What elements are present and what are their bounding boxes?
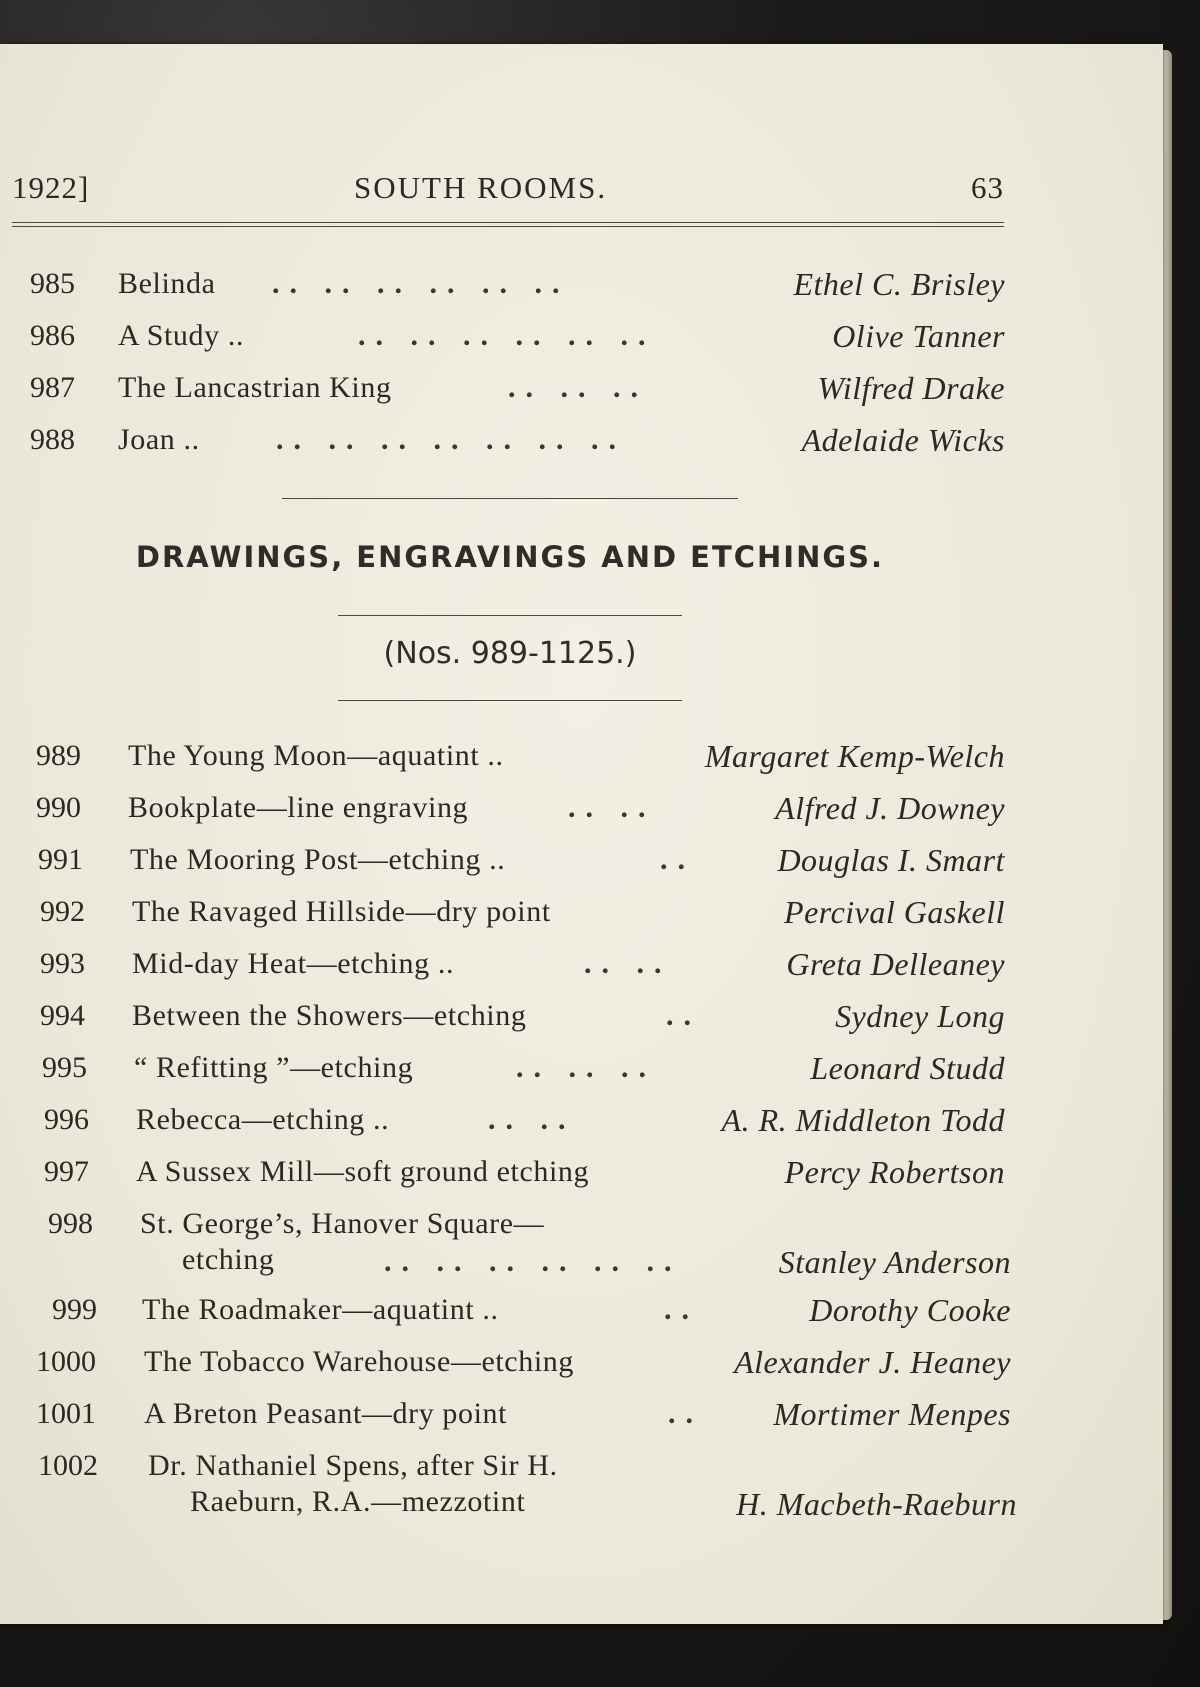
header-double-rule: [12, 222, 1004, 227]
leader-dots: ..: [666, 999, 701, 1032]
leader-dots: .. .. ..: [516, 1051, 656, 1084]
entry-number: 996: [44, 1103, 89, 1136]
entry-title: A Sussex Mill—soft ground etching: [136, 1155, 590, 1188]
page-number: 63: [971, 170, 1004, 205]
entry-title: The Lancastrian King: [118, 371, 392, 404]
entry-number: 992: [40, 895, 85, 928]
running-head: [12, 170, 1004, 216]
entry-artist: H. Macbeth-Raeburn: [736, 1486, 1017, 1522]
catalogue-entry: [0, 1388, 1163, 1440]
entry-number: 991: [38, 843, 83, 876]
leader-dots: .. ..: [568, 791, 656, 824]
leader-dots: .. .. .. .. .. ..: [384, 1245, 682, 1278]
catalogue-entry: [0, 1146, 1163, 1198]
catalogue-entry: [0, 1284, 1163, 1336]
entry-title: The Mooring Post—etching ..: [130, 843, 506, 876]
entries-bottom: [0, 730, 1163, 1526]
catalogue-entry: [0, 1042, 1163, 1094]
entry-artist: Margaret Kemp-Welch: [704, 738, 1005, 774]
running-head-title: SOUTH ROOMS.: [354, 170, 608, 205]
entry-number: 990: [36, 791, 81, 824]
entry-artist: Greta Delleaney: [786, 946, 1005, 982]
catalogue-entry: [0, 782, 1163, 834]
leader-dots: ..: [668, 1397, 703, 1430]
catalogue-entry: [0, 886, 1163, 938]
entry-number: 998: [48, 1207, 93, 1240]
entry-artist: Leonard Studd: [810, 1050, 1005, 1086]
entry-title: Between the Showers—etching: [132, 999, 527, 1032]
entry-title: A Study ..: [118, 319, 245, 352]
section-rule: [338, 615, 682, 616]
leader-dots: .. .. .. .. .. ..: [358, 319, 656, 352]
entry-title-line-1: St. George’s, Hanover Square—: [140, 1207, 545, 1240]
section-rule: [282, 498, 738, 499]
catalogue-entry: [0, 414, 1163, 466]
leader-dots: ..: [660, 843, 695, 876]
entry-title: The Young Moon—aquatint ..: [128, 739, 504, 772]
catalogue-entry: [0, 1094, 1163, 1146]
catalogue-entry: [0, 730, 1163, 782]
entry-title: Bookplate—line engraving: [128, 791, 469, 824]
leader-dots: .. .. ..: [508, 371, 648, 404]
entry-title: A Breton Peasant—dry point: [144, 1397, 508, 1430]
catalogue-entry: [0, 1198, 1163, 1284]
entry-artist: Adelaide Wicks: [801, 422, 1005, 458]
catalogue-entry: [0, 834, 1163, 886]
entry-number: 1000: [36, 1345, 96, 1378]
entry-title: Rebecca—etching ..: [136, 1103, 390, 1136]
catalogue-entry: [0, 362, 1163, 414]
entry-number: 987: [30, 371, 75, 404]
catalogue-entry: [0, 990, 1163, 1042]
entry-title: The Ravaged Hillside—dry point: [132, 895, 551, 928]
entry-title-line-2: etching: [182, 1243, 275, 1276]
entry-title: “ Refitting ”—etching: [134, 1051, 414, 1084]
catalogue-entry: [0, 938, 1163, 990]
entry-artist: Sydney Long: [835, 998, 1005, 1034]
leader-dots: .. ..: [488, 1103, 576, 1136]
leader-dots: .. ..: [584, 947, 672, 980]
entry-title: The Tobacco Warehouse—etching: [144, 1345, 574, 1378]
entry-artist: Douglas I. Smart: [777, 842, 1005, 878]
entry-artist: Olive Tanner: [832, 318, 1005, 354]
entry-artist: Alexander J. Heaney: [734, 1344, 1011, 1380]
entry-number: 995: [42, 1051, 87, 1084]
entry-artist: Mortimer Menpes: [773, 1396, 1011, 1432]
catalogue-entry: [0, 258, 1163, 310]
entry-number: 989: [36, 739, 81, 772]
section-range: (Nos. 989-1125.): [383, 636, 637, 671]
entry-number: 993: [40, 947, 85, 980]
entry-title-line-1: Dr. Nathaniel Spens, after Sir H.: [148, 1449, 558, 1482]
running-head-year: 1922]: [12, 170, 90, 205]
entries-top: [0, 258, 1163, 466]
entry-artist: Ethel C. Brisley: [793, 266, 1005, 302]
section-rule: [338, 700, 682, 701]
entry-number: 985: [30, 267, 75, 300]
entry-number: 997: [44, 1155, 89, 1188]
entry-title-line-2: Raeburn, R.A.—mezzotint: [190, 1485, 526, 1518]
entry-artist: Wilfred Drake: [817, 370, 1005, 406]
catalogue-entry: [0, 310, 1163, 362]
entry-number: 999: [52, 1293, 97, 1326]
entry-artist: Percy Robertson: [784, 1154, 1005, 1190]
entry-number: 1002: [38, 1449, 98, 1482]
entry-number: 994: [40, 999, 85, 1032]
entry-title: Mid-day Heat—etching ..: [132, 947, 455, 980]
entry-artist: Percival Gaskell: [784, 894, 1005, 930]
catalogue-entry: [0, 1440, 1163, 1526]
leader-dots: .. .. .. .. .. .. ..: [276, 423, 626, 456]
entry-number: 988: [30, 423, 75, 456]
entry-artist: Dorothy Cooke: [809, 1292, 1011, 1328]
entry-title: Joan ..: [118, 423, 200, 456]
catalogue-entry: [0, 1336, 1163, 1388]
entry-number: 986: [30, 319, 75, 352]
entry-artist: Stanley Anderson: [778, 1244, 1011, 1280]
entry-title: Belinda: [118, 267, 216, 300]
entry-title: The Roadmaker—aquatint ..: [142, 1293, 499, 1326]
leader-dots: ..: [664, 1293, 699, 1326]
leader-dots: .. .. .. .. .. ..: [272, 267, 570, 300]
entry-artist: A. R. Middleton Todd: [721, 1102, 1005, 1138]
entry-artist: Alfred J. Downey: [775, 790, 1005, 826]
section-heading: DRAWINGS, ENGRAVINGS AND ETCHINGS.: [135, 540, 885, 574]
entry-title: [148, 1448, 558, 1520]
entry-number: 1001: [36, 1397, 96, 1430]
